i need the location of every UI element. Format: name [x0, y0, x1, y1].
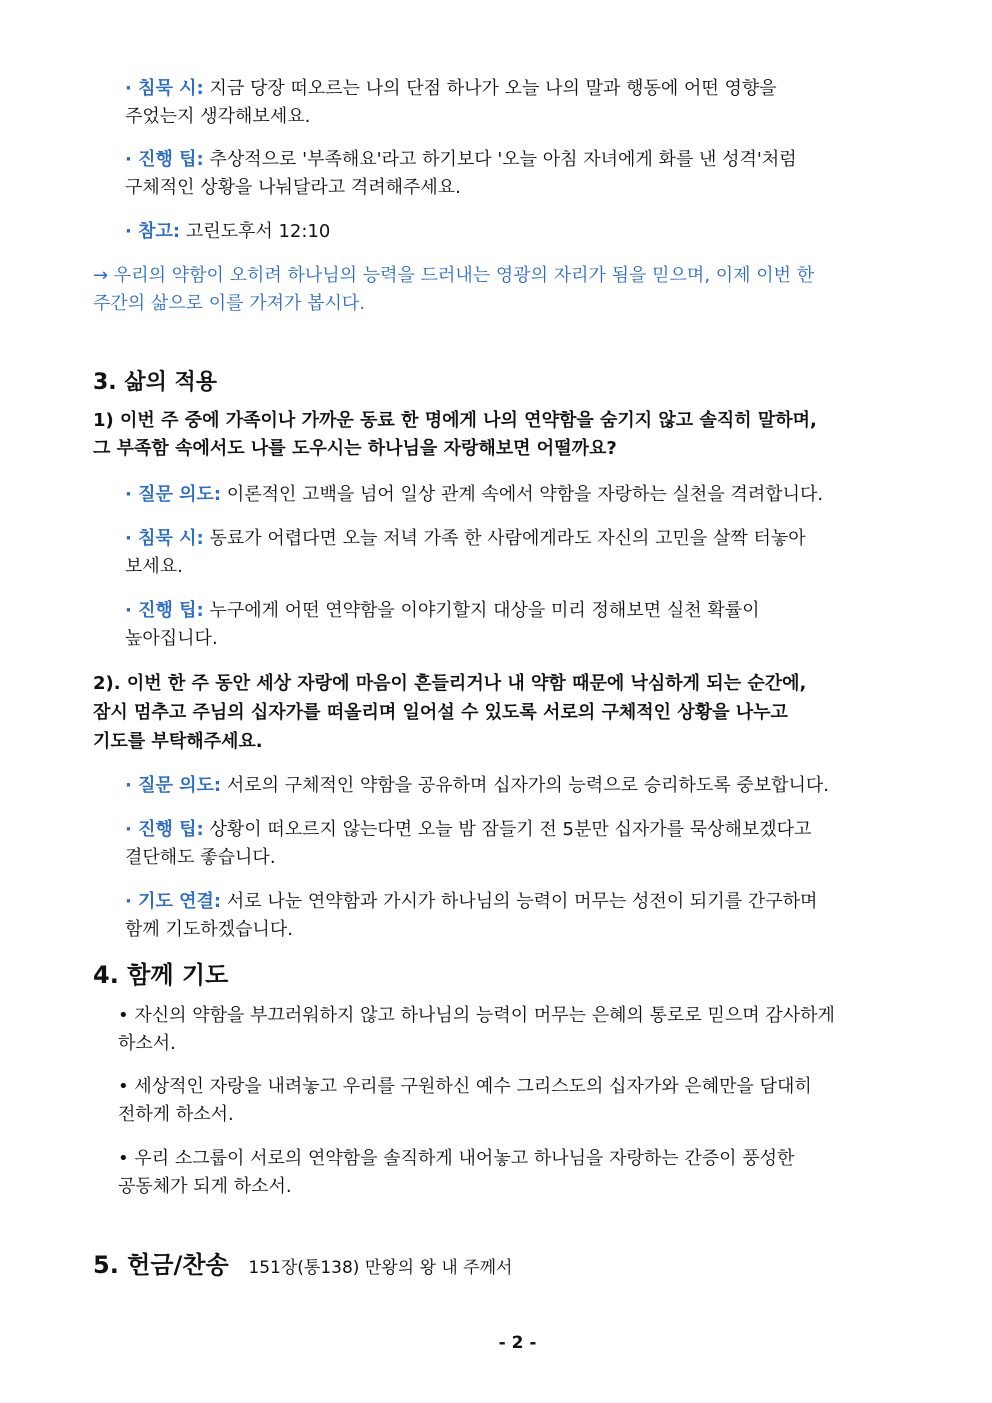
- item-label: · 진행 팁:: [125, 149, 204, 170]
- item-text: 동료가 어렵다면 오늘 저녁 가족 한 사람에게라도 자신의 고민을 살짝 터놓아: [203, 528, 806, 549]
- q1-intent: [125, 484, 823, 506]
- prayer-item-3-line1: • 우리 소그룹이 서로의 연약함을 솔직하게 내어놓고 하나님을 자랑하는 간증이 풍성한: [118, 1148, 795, 1169]
- prayer-item-1-line2: 하소서.: [118, 1033, 176, 1054]
- item-text: 추상적으로 '부족해요'라고 하기보다 '오늘 아침 자녀에게 화를 낸 성격'처럼: [203, 149, 797, 170]
- item-label: · 침묵 시:: [125, 78, 204, 99]
- q2-prayer-line2: 함께 기도하겠습니다.: [125, 919, 293, 940]
- section-3-title: 3. 삶의 적용: [93, 370, 217, 395]
- q2-prayer-line1: [125, 891, 817, 913]
- item-text: 누구에게 어떤 연약함을 이야기할지 대상을 미리 정해보면 실천 확률이: [203, 600, 760, 621]
- item-label: · 질문 의도:: [125, 484, 222, 505]
- prayer-item-2-line1: • 세상적인 자랑을 내려놓고 우리를 구원하신 예수 그리스도의 십자가와 은혜만을 담대히: [118, 1076, 812, 1097]
- item-text: 상황이 떠오르지 않는다면 오늘 밤 잠들기 전 5분만 십자가를 묵상해보겠다고: [203, 819, 812, 840]
- question-1-line1: 1) 이번 주 중에 가족이나 가까운 동료 한 명에게 나의 연약함을 숨기지 않고 솔직히 말하며,: [93, 410, 817, 431]
- question-2-line3: 기도를 부탁해주세요.: [93, 731, 263, 752]
- item-text: 서로의 구체적인 약함을 공유하며 십자가의 능력으로 승리하도록 중보합니다.: [221, 775, 830, 796]
- q2-progress-line2: 결단해도 좋습니다.: [125, 847, 276, 868]
- q2-progress-line1: [125, 819, 811, 841]
- item-text: 고린도후서 12:10: [180, 221, 331, 242]
- item-label: · 기도 연결:: [125, 891, 222, 912]
- item-label: · 진행 팁:: [125, 600, 204, 621]
- prayer-item-3-line2: 공동체가 되게 하소서.: [118, 1176, 292, 1197]
- prayer-item-1-line1: • 자신의 약함을 부끄러워하지 않고 하나님의 능력이 머무는 은혜의 통로로 믿으며 감사하게: [118, 1005, 835, 1026]
- hymn-text: 151장(통138) 만왕의 왕 내 주께서: [248, 1258, 513, 1278]
- question-2-line1: 2). 이번 한 주 동안 세상 자랑에 마음이 흔들리거나 내 약함 때문에 낙심하게 되는 순간에,: [93, 673, 807, 694]
- section-5-title: 5. 헌금/찬송: [93, 1251, 229, 1279]
- q2-intent: [125, 775, 829, 797]
- reference-line: [125, 221, 330, 243]
- item-label: · 참고:: [125, 221, 181, 242]
- q1-silence-line1: [125, 528, 806, 550]
- silence-tip-line2: 주었는지 생각해보세요.: [125, 106, 311, 127]
- item-label: · 질문 의도:: [125, 775, 222, 796]
- silence-tip-line1: [125, 78, 777, 100]
- question-1-line2: 그 부족함 속에서도 나를 도우시는 하나님을 자랑해보면 어떨까요?: [93, 438, 617, 459]
- progress-tip-line2: 구체적인 상황을 나눠달라고 격려해주세요.: [125, 177, 461, 198]
- q1-silence-line2: 보세요.: [125, 556, 183, 577]
- progress-tip-line1: [125, 149, 797, 171]
- item-text: 이론적인 고백을 넘어 일상 관계 속에서 약함을 자랑하는 실천을 격려합니다.: [221, 484, 824, 505]
- item-text: 지금 당장 떠오르는 나의 단점 하나가 오늘 나의 말과 행동에 어떤 영향을: [203, 78, 777, 99]
- transition-line1: → 우리의 약함이 오히려 하나님의 능력을 드러내는 영광의 자리가 됨을 믿으며, 이제 이번 한: [93, 265, 815, 286]
- item-label: · 침묵 시:: [125, 528, 204, 549]
- prayer-item-2-line2: 전하게 하소서.: [118, 1104, 234, 1125]
- item-label: · 진행 팁:: [125, 819, 204, 840]
- transition-line2: 주간의 삶으로 이를 가져가 봅시다.: [93, 293, 366, 314]
- item-text: 서로 나눈 연약함과 가시가 하나님의 능력이 머무는 성전이 되기를 간구하며: [221, 891, 818, 912]
- q1-progress-line2: 높아집니다.: [125, 628, 218, 649]
- section-5: [93, 1250, 512, 1280]
- question-2-line2: 잠시 멈추고 주님의 십자가를 떠올리며 일어설 수 있도록 서로의 구체적인 상황을 나누고: [93, 702, 788, 723]
- page-number: - 2 -: [498, 1333, 537, 1353]
- section-4-title: 4. 함께 기도: [93, 961, 229, 989]
- q1-progress-line1: [125, 600, 759, 622]
